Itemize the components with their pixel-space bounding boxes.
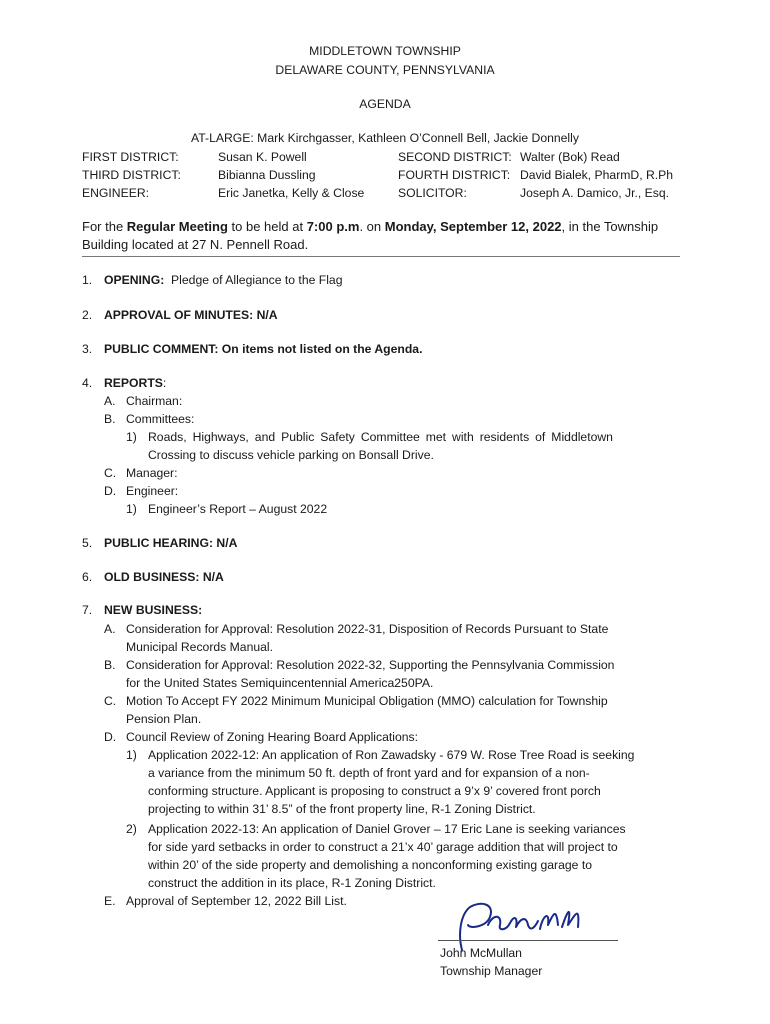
item-7c-line-1: Motion To Accept FY 2022 Minimum Municipal Obligation (MMO) calculation for Township [126,694,608,708]
item-4-number: 4. [82,376,93,390]
item-3-title: PUBLIC COMMENT [104,342,215,356]
item-7b-line-1: Consideration for Approval: Resolution 2022-32, Supporting the Pennsylvania Commission [126,658,615,672]
first-district-name: Susan K. Powell [218,150,307,164]
item-7-title: NEW BUSINESS: [104,603,203,617]
item-3-text: : On items not listed on the Agenda. [214,342,423,356]
header-county: DELAWARE COUNTY, PENNSYLVANIA [275,63,495,77]
item-7d1-line-2: a variance from the minimum 50 ft. depth of front yard and for expansion of a non- [148,766,590,780]
engineer-name: Eric Janetka, Kelly & Close [218,186,365,200]
item-4 [104,376,166,390]
item-5-title: PUBLIC HEARING: N/A [104,536,238,550]
item-7a-label: A. [104,622,116,636]
header-divider [82,256,680,257]
fourth-district-name: David Bialek, PharmD, R.Ph [520,168,674,182]
meeting-line-1 [82,219,658,234]
item-7d2-line-1: Application 2022-13: An application of Daniel Grover – 17 Eric Lane is seeking variances [148,822,626,836]
item-1-text: Pledge of Allegiance to the Flag [171,273,343,287]
at-large-line: AT-LARGE: Mark Kirchgasser, Kathleen O’Connell Bell, Jackie Donnelly [191,131,579,145]
item-3-number: 3. [82,342,93,356]
item-7d1-line-1: Application 2022-12: An application of Ron Zawadsky - 679 W. Rose Tree Road is seeking [148,748,635,762]
item-4a-text: Chairman: [126,394,183,408]
item-7d1-line-4: projecting to within 31’ 8.5” of the front property line, R-1 Zoning District. [148,802,536,816]
header-agenda: AGENDA [359,97,411,111]
item-6-title: OLD BUSINESS: N/A [104,570,224,584]
item-4c-text: Manager: [126,466,178,480]
meeting-pre: For the [82,219,127,234]
item-7e-text: Approval of September 12, 2022 Bill List. [126,894,347,908]
meeting-line-2: Building located at 27 N. Pennell Road. [82,237,309,252]
solicitor-label: SOLICITOR: [398,186,467,200]
item-4d-label: D. [104,484,117,498]
item-2-title: APPROVAL OF MINUTES: N/A [104,308,278,322]
item-1-title: OPENING: [104,273,165,287]
item-7a-line-2: Municipal Records Manual. [126,640,273,654]
item-4b-label: B. [104,412,116,426]
item-6-number: 6. [82,570,93,584]
item-5-number: 5. [82,536,93,550]
item-7d1-label: 1) [126,748,137,762]
item-3 [104,342,422,356]
item-7b-line-2: for the United States Semiquincentennial America250PA. [126,676,434,690]
item-7d-label: D. [104,730,117,744]
item-7d1-line-3: conforming structure. Applicant is proposing to construct a 9’x 9’ covered front porch [148,784,601,798]
first-district-label: FIRST DISTRICT: [82,150,179,164]
meeting-time: 7:00 p.m [306,219,360,234]
item-1 [104,273,342,287]
item-4-colon: : [162,376,167,390]
item-4b1-line-1: Roads, Highways, and Public Safety Committee met with residents of Middletown [148,430,613,444]
meeting-type: Regular Meeting [126,219,228,234]
item-4b1-label: 1) [126,430,137,444]
signature-line [438,940,618,941]
meeting-post: , in the Township [561,219,659,234]
solicitor-name: Joseph A. Damico, Jr., Esq. [520,186,670,200]
item-4b1-line-2: Crossing to discuss vehicle parking on Bonsall Drive. [148,448,434,462]
item-7-number: 7. [82,603,93,617]
item-7c-line-2: Pension Plan. [126,712,202,726]
meeting-mid1: to be held at [227,219,307,234]
meeting-date: Monday, September 12, 2022 [384,219,562,234]
third-district-name: Bibianna Dussling [218,168,316,182]
third-district-label: THIRD DISTRICT: [82,168,181,182]
item-4d1-text: Engineer’s Report – August 2022 [148,502,328,516]
item-7d2-line-2: for side yard setbacks in order to construct a 21’x 40’ garage addition that will project to [148,840,618,854]
item-4d-text: Engineer: [126,484,179,498]
second-district-label: SECOND DISTRICT: [398,150,512,164]
item-7d2-line-3: within 20’ of the side property and demolishing a nonconforming existing garage to [148,858,592,872]
item-1-number: 1. [82,273,93,287]
header-township: MIDDLETOWN TOWNSHIP [309,44,461,58]
item-4b-text: Committees: [126,412,195,426]
item-4-title: REPORTS [104,376,163,390]
meeting-mid2: . on [359,219,385,234]
item-2-number: 2. [82,308,93,322]
second-district-name: Walter (Bok) Read [520,150,620,164]
signer-title: Township Manager [440,964,543,978]
engineer-label: ENGINEER: [82,186,150,200]
item-7b-label: B. [104,658,116,672]
item-7a-line-1: Consideration for Approval: Resolution 2022-31, Disposition of Records Pursuant to State [126,622,609,636]
item-7d2-line-4: construct the addition in its place, R-1 Zoning District. [148,876,436,890]
item-7d2-label: 2) [126,822,137,836]
fourth-district-label: FOURTH DISTRICT: [398,168,511,182]
item-7c-label: C. [104,694,117,708]
item-4a-label: A. [104,394,116,408]
item-7e-label: E. [104,894,116,908]
item-7d-text: Council Review of Zoning Hearing Board Applications: [126,730,418,744]
signer-name: John McMullan [440,946,522,960]
item-4c-label: C. [104,466,117,480]
item-4d1-label: 1) [126,502,137,516]
